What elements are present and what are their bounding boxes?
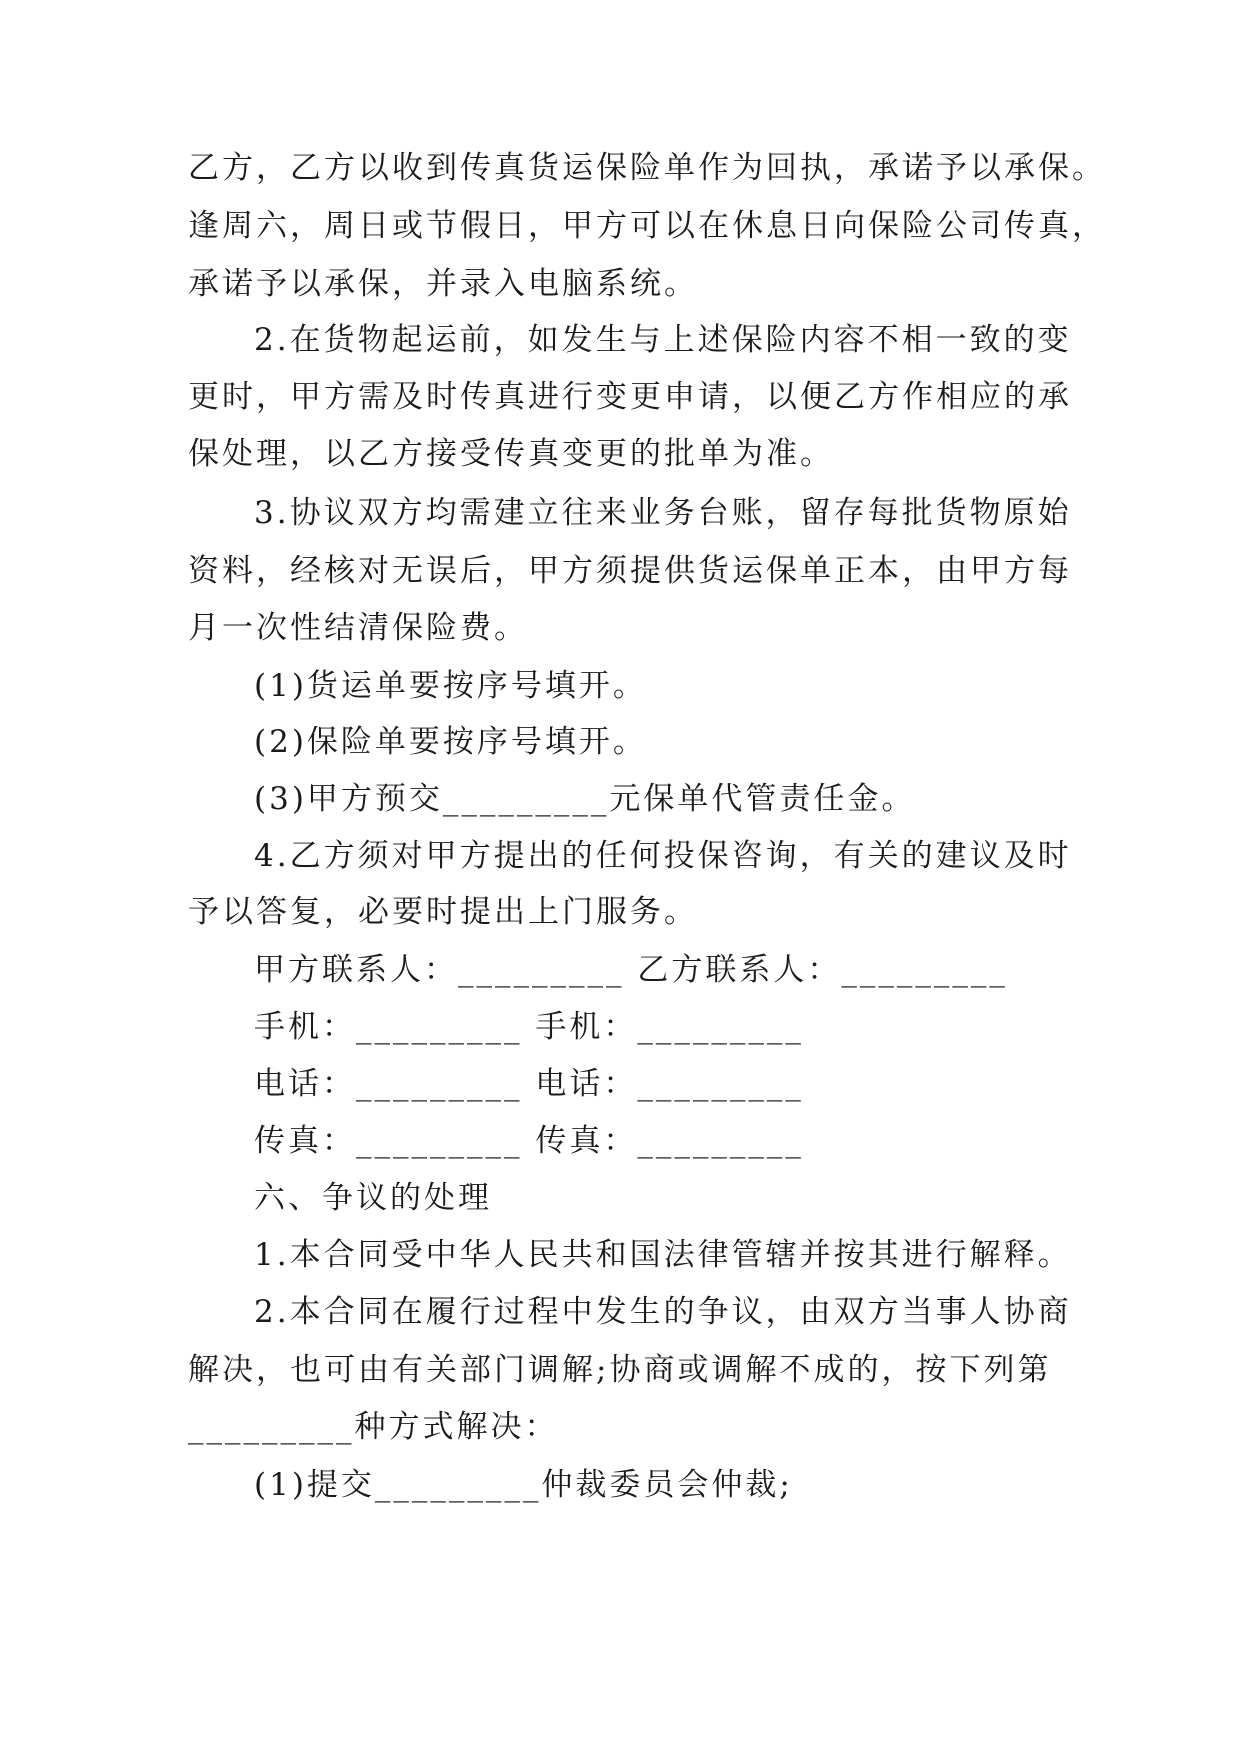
sub-item-1: (1)货运单要按序号填开。: [254, 668, 647, 704]
section-heading: 六、争议的处理: [254, 1180, 492, 1216]
clause-3-line-1: 3.协议双方均需建立往来业务台账，留存每批货物原始: [254, 495, 1072, 531]
clause-2-line-1: 2.在货物起运前，如发生与上述保险内容不相一致的变: [254, 322, 1072, 358]
clause-2-line-2: 更时，甲方需及时传真进行变更申请，以便乙方作相应的承: [188, 379, 1072, 415]
clause-3-line-3: 月一次性结清保险费。: [188, 610, 528, 646]
contact-person-row: 甲方联系人：_________ 乙方联系人：_________: [254, 952, 1008, 988]
clause-2-line-3: 保处理，以乙方接受传真变更的批单为准。: [188, 436, 834, 472]
clause-4-line-1: 4.乙方须对甲方提出的任何投保咨询，有关的建议及时: [254, 838, 1072, 874]
text-line-1: 乙方，乙方以收到传真货运保险单作为回执，承诺予以承保。: [188, 150, 1106, 186]
text-line-3: 承诺予以承保，并录入电脑系统。: [188, 266, 698, 302]
sub-item-3: (3)甲方预交_________元保单代管责任金。: [254, 781, 916, 817]
dispute-clause-1: 1.本合同受中华人民共和国法律管辖并按其进行解释。: [254, 1237, 1072, 1273]
text-line-2: 逢周六，周日或节假日，甲方可以在休息日向保险公司传真，: [188, 208, 1106, 244]
phone-row: 电话：_________ 电话：_________: [254, 1066, 804, 1102]
clause-4-line-2: 予以答复，必要时提出上门服务。: [188, 894, 698, 930]
dispute-option-1: (1)提交_________仲裁委员会仲裁;: [254, 1467, 793, 1503]
dispute-clause-2-line-1: 2.本合同在履行过程中发生的争议，由双方当事人协商: [254, 1294, 1072, 1330]
mobile-row: 手机：_________ 手机：_________: [254, 1009, 804, 1045]
fax-row: 传真：_________ 传真：_________: [254, 1123, 804, 1159]
sub-item-2: (2)保险单要按序号填开。: [254, 724, 647, 760]
dispute-clause-2-line-2: 解决，也可由有关部门调解;协商或调解不成的，按下列第: [188, 1352, 1052, 1388]
dispute-clause-2-line-3: _________种方式解决：: [188, 1409, 559, 1445]
clause-3-line-2: 资料，经核对无误后，甲方须提供货运保单正本，由甲方每: [188, 553, 1072, 589]
